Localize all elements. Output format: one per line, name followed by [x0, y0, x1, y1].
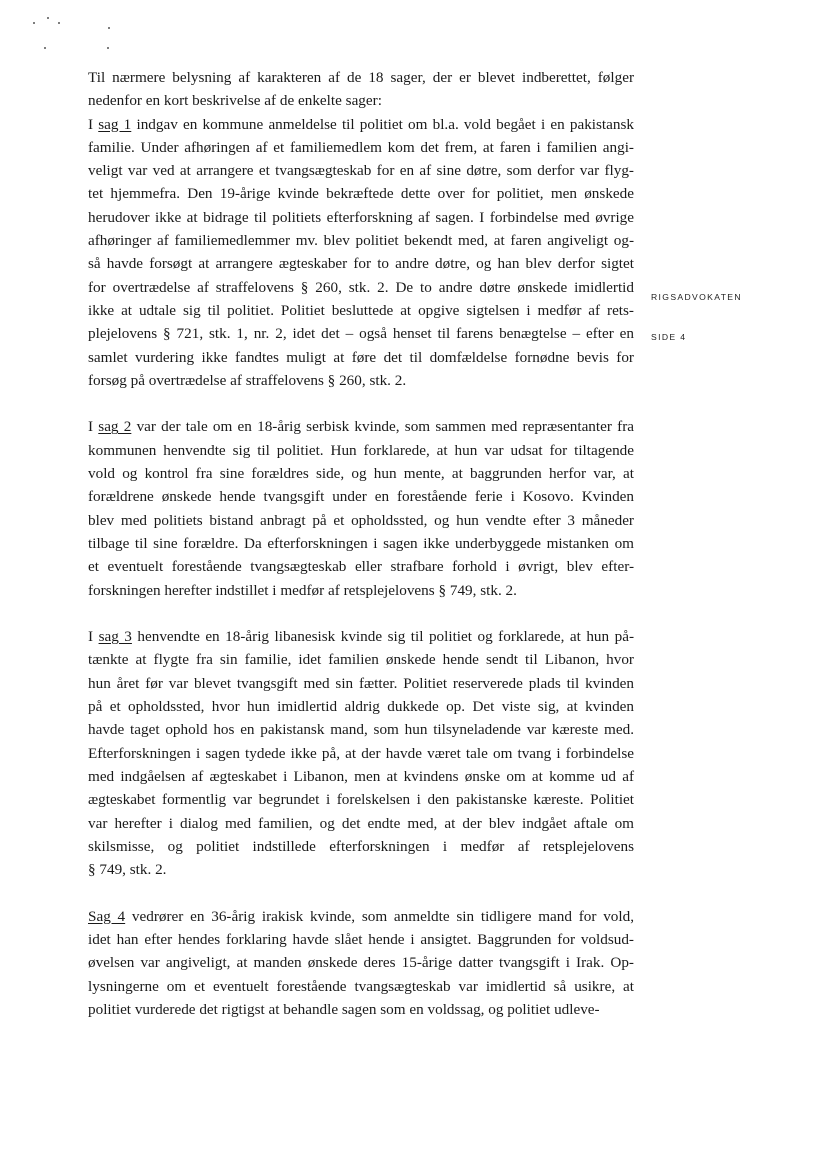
case-paragraph — [88, 625, 634, 881]
case-first-line-text: indgav en kommune anmeldelse til politiet om bl.a. vold begået i en pakistansk — [131, 115, 634, 133]
text-line: forsøg på overtrædelse af straffelovens § 260, stk. 2. — [88, 371, 407, 389]
case-reference: sag 1 — [98, 115, 132, 133]
case-paragraph — [88, 113, 634, 393]
text-line — [88, 625, 634, 648]
scan-artifact — [47, 17, 49, 19]
text-line: herudover ikke at bidrage til politiets efterforskning af sagen. I forbindelse med øvrige — [88, 208, 634, 226]
text-line: forskningen herefter indstillet i medfør af retsplejelovens § 749, stk. 2. — [88, 581, 517, 599]
text-line: ikke at udtale sig til politiet. Politiet besluttede at opgive sigtelsen i medfør af rets- — [88, 301, 634, 319]
text-line: hun året før var blevet tvangsgift med sin fætter. Politiet reserverede plads til kvinden — [88, 674, 634, 692]
text-line: § 749, stk. 2. — [88, 861, 167, 879]
scan-artifact — [58, 22, 60, 24]
text-line: afhøringer af familiemedlemmer mv. blev politiet bekendt med, at faren angiveligt og- — [88, 232, 634, 250]
text-line — [88, 415, 634, 438]
text-line — [88, 905, 634, 928]
text-line: idet han efter hendes forklaring havde slået hende i ansigtet. Baggrunden for voldsud- — [88, 930, 634, 948]
text-line: for overtrædelse af straffelovens § 260, stk. 2. De to andre døtre ønskede imidlertid — [88, 278, 634, 296]
text-line: nedenfor en kort beskrivelse af de enkelte sager: — [88, 92, 382, 110]
text-line: med indgåelsen af ægteskabet i Libanon, men at kvindens ønske om at komme ud af — [88, 767, 634, 785]
text-line: blev med politiets bistand anbragt på et opholdssted, og hun vendte efter 3 måneder — [88, 511, 634, 529]
text-line: politiet vurderede det rigtigst at behandle sagen som en voldssag, og politiet udleve- — [88, 1000, 600, 1018]
text-line: kommunen henvendte sig til politiet. Hun forklarede, at hun var udsat for tiltagende — [88, 441, 634, 459]
text-line: lysningerne om et eventuelt forestående tvangsægteskab var imidlertid så usikre, at — [88, 977, 634, 995]
case-reference: sag 2 — [98, 418, 132, 436]
document-body — [88, 66, 634, 1021]
text-line: ægteskabet formentlig var begrundet i forelskelsen i den pakistanske kæreste. Politiet — [88, 791, 634, 809]
case-first-line-text: var der tale om en 18-årig serbisk kvinde, som sammen med repræsentanter fra — [131, 418, 634, 436]
text-line: vold og kontrol fra sine forældres side, og hun mente, at baggrunden herfor var, at — [88, 465, 634, 483]
case-list — [88, 113, 634, 1022]
scan-artifact — [107, 47, 109, 49]
text-line: havde taget ophold hos en pakistansk mand, som hun tilsyneladende var kæreste med. — [88, 721, 634, 739]
case-paragraph — [88, 905, 634, 1021]
scan-artifact — [44, 47, 46, 49]
case-first-line-text: henvendte en 18-årig libanesisk kvinde sig til politiet og forklarede, at hun på- — [131, 628, 634, 646]
text-line — [88, 113, 634, 136]
text-line: øvelsen var angiveligt, at manden ønskede deres 15-årige datter tvangsgift i Irak. Op- — [88, 954, 634, 972]
sidebar-page-label: SIDE 4 — [651, 332, 687, 342]
text-line: tilbage til sine forældre. Da efterforskningen i sagen ikke underbyggede mistanken om — [88, 534, 634, 552]
text-line: plejelovens § 721, stk. 1, nr. 2, idet det – også henset til farens benægtelse – efter en — [88, 325, 634, 343]
text-line: forældrene ønskede hende tvangsgift under en forestående ferie i Kosovo. Kvinden — [88, 488, 634, 506]
text-line: Til nærmere belysning af karakteren af de 18 sager, der er blevet indberettet, følger — [88, 69, 634, 86]
case-reference: Sag 4 — [88, 907, 126, 925]
text-line: samlet vurdering ikke fandtes muligt at føre det til domfældelse fornødne bevis for — [88, 348, 634, 366]
case-prefix: I — [88, 418, 99, 436]
scan-artifact — [33, 22, 35, 24]
case-prefix: I — [88, 115, 99, 133]
text-line: på et opholdssted, hvor hun imidlertid aldrig dukkede op. Det viste sig, at kvinden — [88, 698, 634, 716]
case-first-line-text: vedrører en 36-årig irakisk kvinde, som anmeldte sin tidligere mand for vold, — [125, 907, 635, 925]
text-line: Efterforskningen i sagen tydede ikke på, at der havde været tale om tvang i forbindelse — [88, 744, 634, 762]
text-line: veligt var ved at arrangere et tvangsægteskab for en af sine døtre, som derfor var flyg- — [88, 162, 634, 180]
text-line: var herefter i dialog med familien, og det endte med, at der blev indgået aftale om — [88, 814, 634, 832]
text-line: familie. Under afhøringen af et familiemedlem kom det frem, at faren i familien angi- — [88, 138, 634, 156]
scan-artifact — [108, 27, 110, 29]
case-paragraph — [88, 415, 634, 601]
text-line: så havde forsøgt at arrangere ægteskaber for to andre døtre, og han blev derfor sigtet — [88, 255, 634, 273]
sidebar-organization: RIGSADVOKATEN — [651, 292, 742, 302]
case-reference: sag 3 — [98, 628, 132, 646]
intro-paragraph — [88, 66, 634, 113]
text-line: skilsmisse, og politiet indstillede efterforskningen i medfør af retsplejelovens — [88, 837, 634, 855]
text-line: et eventuelt forestående tvangsægteskab eller strafbare forhold i øvrigt, blev efter- — [88, 558, 634, 576]
case-prefix: I — [88, 628, 99, 646]
text-line: tænkte at flygte fra sin familie, idet familien ønskede hende sendt til Libanon, hvor — [88, 651, 634, 669]
text-line: tet hjemmefra. Den 19-årige kvinde bekræftede dette over for politiet, men ønskede — [88, 185, 634, 203]
